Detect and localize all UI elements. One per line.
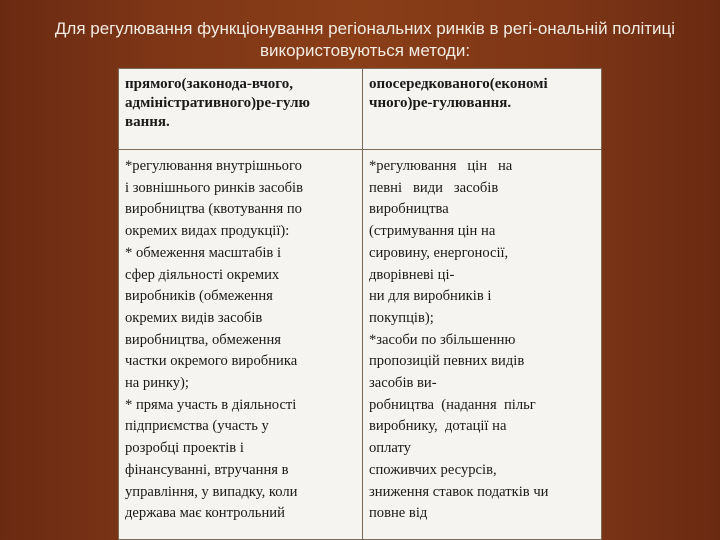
text-line: споживчих ресурсів, [369, 461, 497, 478]
text-line: виробництва, обмеження [125, 331, 281, 348]
text-line: виробництва (квотування по [125, 201, 302, 218]
text-line: ни для виробників і [369, 288, 492, 305]
text-line: зниження ставок податків чи [369, 483, 549, 500]
text-line: *регулювання цін на [369, 158, 513, 174]
slide-title-line-2: використовуються методи: [259, 41, 471, 60]
text-line: сировину, енергоносії, [369, 244, 509, 261]
text-line: окремих видах продукції): [125, 223, 290, 240]
text-line: виробнику, дотації на [369, 418, 507, 435]
text-line: розробці проектів і [125, 440, 244, 457]
slide-title-line-1: Для регулювання функціонування регіональних ринків в регі-ональній політиці [54, 19, 676, 38]
text-line: повне від [369, 505, 428, 522]
text-line: частки окремого виробника [125, 353, 298, 370]
text-line: *регулювання внутрішнього [125, 158, 302, 174]
text-line: підприємства (участь у [125, 418, 269, 435]
text-line: оплату [369, 440, 411, 457]
text-line: * пряма участь в діяльності [125, 396, 297, 413]
table-body-row [119, 150, 602, 540]
header-direct-regulation: прямого(законода-вчого, адміністративного)ре-гулю вання. [119, 69, 363, 150]
text-line: засобів ви- [369, 375, 437, 392]
text-line: покупців); [369, 309, 434, 326]
text-line: дворівневі ці- [369, 266, 455, 283]
text-line: на ринку); [125, 375, 189, 392]
text-line: сфер діяльності окремих [125, 266, 280, 283]
text-line: *засоби по збільшенню [369, 331, 516, 348]
methods-table [118, 68, 602, 540]
text-line: виробників (обмеження [125, 288, 273, 305]
text-line: * обмеження масштабів і [125, 244, 282, 261]
slide-title [30, 18, 700, 62]
header-indirect-regulation: опосередкованого(економі чного)ре-гулювання. [363, 69, 602, 150]
text-line: пропозицій певних видів [369, 353, 525, 370]
text-line: виробництва [369, 201, 449, 218]
text-line: певні види засобів [369, 179, 499, 196]
text-line: фінансуванні, втручання в [125, 461, 289, 478]
cell-direct-methods [119, 150, 363, 540]
text-line: (стримування цін на [369, 223, 496, 240]
text-line: управління, у випадку, коли [125, 483, 298, 500]
text-line: і зовнішнього ринків засобів [125, 179, 303, 196]
text-line: окремих видів засобів [125, 309, 263, 326]
text-line: держава має контрольний [125, 505, 285, 522]
table-header-row [119, 69, 602, 150]
text-line: робництва (надання пільг [369, 396, 536, 413]
cell-indirect-methods [363, 150, 602, 540]
